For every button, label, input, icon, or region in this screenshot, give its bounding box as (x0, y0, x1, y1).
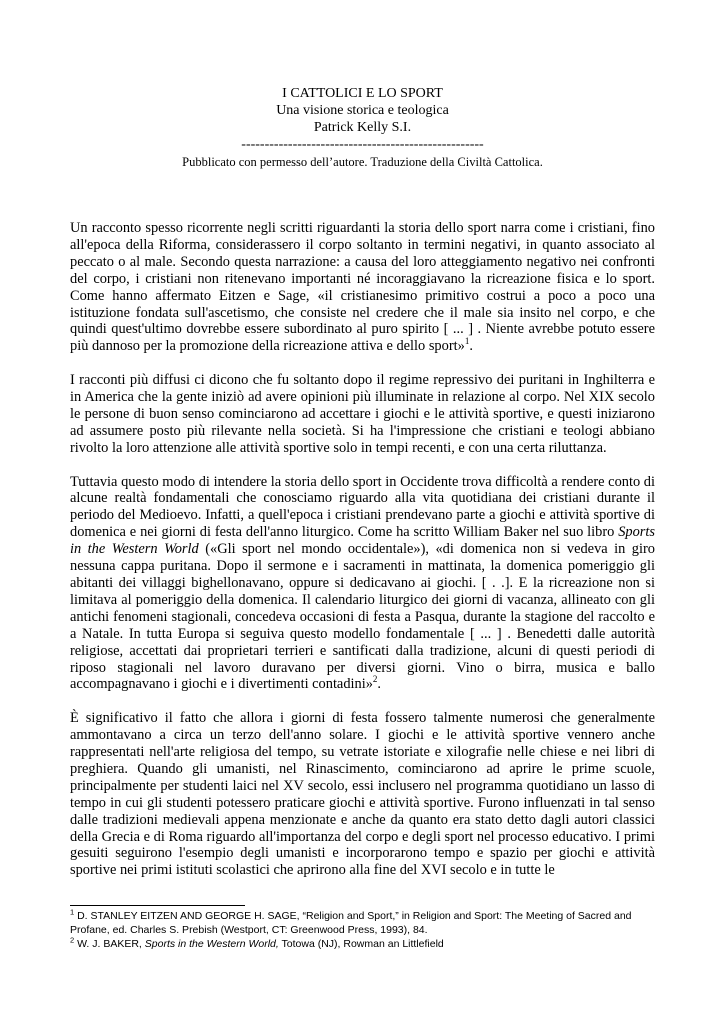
document-page (70, 85, 655, 896)
paragraph-3-text-b: («Gli sport nel mondo occidentale»), «di domenica non si vedeva in giro nessuna cappa puritana. Dopo il sermone e i sacramenti in mattinata, la domenica pomeriggio gli abitanti dei villaggi bighellonavano, oppure si dedicavano ai giochi. [ . .]. E la ricreazione non si limitava al pomeriggio della domenica. Il calendario liturgico dei giorni di vacanza, allineato con gli antichi fenomeni stagionali, concedeva occasioni di festa a Pasqua, durante la stagione del raccolto e a Natale. In tutta Europa si seguiva questo modello fondamentale [ ... ] . Benedetti dalle autorità religiose, accettati dai proprietari terrieri e santificati dalla tradizione, alcuni di questi periodi di riposo stagionali nel lavoro duravano per diversi giorni. Vino o birra, musica e ballo accompagnavano i giochi e i divertimenti contadini» (70, 541, 655, 693)
footnote-2-number: 2 (70, 935, 75, 945)
paragraph-1 (70, 220, 655, 355)
footnote-1-number: 1 (70, 907, 75, 917)
footnote-1-text: D. STANLEY EITZEN AND GEORGE H. SAGE, “Religion and Sport,” in Religion and Sport: The Meeting of Sacred and Profane, ed. Charles S. Prebish (Westport, CT: Greenwood Press, 1993), 84. (70, 910, 632, 936)
paragraph-2: I racconti più diffusi ci dicono che fu soltanto dopo il regime repressivo dei puritani in Inghilterra e in America che la gente iniziò ad avere opinioni più illuminate in relazione al corpo. Nel XIX secolo le persone di buon senso cominciarono ad accettare i giochi e le attività sportive, e questi iniziarono ad assumere posto più rilevante nella società. Si ha l'impressione che cristiani e teologi abbiano rivolto la loro attenzione alle attività sportive solo in tempi recenti, e con una certa riluttanza. (70, 372, 655, 456)
footnotes (70, 905, 655, 951)
paragraph-4: È significativo il fatto che allora i giorni di festa fossero talmente numerosi che generalmente ammontavano a circa un terzo dell'anno solare. I giochi e le attività sportive vennero anche rappresentati nell'arte religiosa del tempo, su vetrate istoriate e xilografie nelle chiese e nei libri di preghiera. Quando gli umanisti, nel Rinascimento, cominciarono ad aprire le prime scuole, principalmente per studenti laici nel XV secolo, essi inclusero nel programma quotidiano un lasso di tempo in cui gli studenti potessero praticare giochi e attività sportive. Furono influenzati in tal senso dalle tradizioni medievali appena menzionate e anche da quanto era stato detto dagli autori classici della Grecia e di Roma riguardo all'importanza del corpo e degli sport nel processo educativo. I primi gesuiti seguirono l'esempio degli umanisti e incorporarono tempo e spazio per giochi e attività sportive nei primi istituti scolastici che aprirono alla fine del XVI secolo e in tutte le (70, 710, 655, 879)
footnote-2-text-a: W. J. BAKER, (74, 938, 145, 950)
footnote-2-book-title: Sports in the Western World, (144, 938, 279, 950)
paragraph-1-text: Un racconto spesso ricorrente negli scritti riguardanti la storia dello sport narra come i cristiani, fino all'epoca della Riforma, considerassero il corpo soltanto in termini negativi, in quanto associato al peccato o al male. Secondo questa narrazione: a causa del loro atteggiamento negativo nei confronti del corpo, i cristiani non ritenevano importanti né incoraggiavano la ricreazione fisica e lo sport. Come hanno affermato Eitzen e Sage, «il cristianesimo primitivo costrui a poco a poco una istituzione fondata sull'ascetismo, che consiste nel credere che il male sia insito nel corpo, e che quindi quest'ultimo dovrebbe essere subordinato al puro spirito [ ... ] . Niente avrebbe potuto essere più dannoso per la promozione della ricreazione attiva e dello sport» (70, 220, 655, 355)
footnote-2-text-b: Totowa (NJ), Rowman an Littlefield (278, 938, 444, 950)
header-dash-rule: ---------------------------------------------------- (241, 137, 484, 152)
paragraph-3 (70, 474, 655, 694)
paragraph-3-text-a: Tuttavia questo modo di intendere la storia dello sport in Occidente trova difficoltà a rendere conto di alcune realtà fondamentali che conosciamo riguardo alla vita quotidiana dei cristiani durante il periodo del Medioevo. Infatti, a quell'epoca i cristiani prendevano parte a giochi e attività sportive di domenica e nei giorni di festa dell'anno liturgico. Come ha scritto William Baker nel suo libro (70, 473, 655, 541)
article-title: I CATTOLICI E LO SPORT (282, 86, 443, 101)
article-author: Patrick Kelly S.I. (313, 120, 412, 135)
article-body (70, 220, 655, 879)
footnote-ref-1[interactable]: 1 (464, 336, 470, 347)
paragraph-1-end: . (469, 338, 473, 355)
publication-note: Pubblicato con permesso dell’autore. Traduzione della Civiltà Cattolica. (182, 155, 543, 169)
footnote-separator (70, 905, 245, 906)
footnote-ref-2[interactable]: 2 (372, 674, 378, 685)
footnote-1 (70, 909, 655, 937)
footnote-2 (70, 937, 655, 951)
article-subtitle: Una visione storica e teologica (276, 103, 449, 118)
book-title: Sports in the Western World (70, 524, 655, 558)
article-header (70, 85, 655, 171)
paragraph-3-end: . (377, 676, 382, 693)
